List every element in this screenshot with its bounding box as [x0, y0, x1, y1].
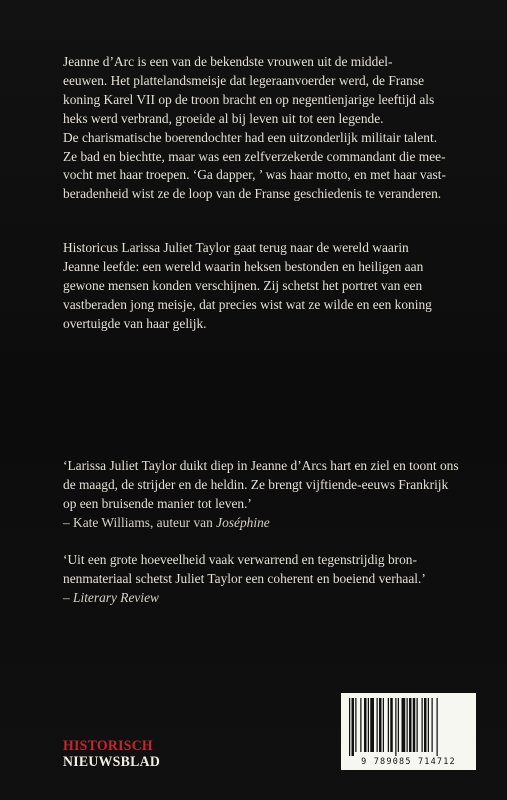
- quote-source: [63, 589, 453, 608]
- barcode-bar: [377, 698, 378, 752]
- publisher-logo-line-2: NIEUWSBLAD: [63, 754, 161, 770]
- blurb-paragraph-1: [63, 53, 453, 204]
- barcode-bar: [370, 698, 374, 752]
- quote-line: ‘Uit een grote hoeveelheid vaak verwarrend en tegenstrijdig bron-: [63, 552, 417, 567]
- quote-line: ‘Larissa Juliet Taylor duikt diep in Jeanne d’Arcs hart en ziel en toont ons: [63, 458, 459, 473]
- isbn-number: 9 789085 714712: [361, 757, 456, 767]
- text-line: eeuwen. Het plattelandsmeisje dat legeraanvoerder werd, de Franse: [63, 72, 425, 88]
- text-line: vocht met haar troepen. ‘Ga dapper, ’ was haar motto, en met haar vast-: [63, 167, 446, 183]
- source-title: Literary Review: [73, 589, 159, 605]
- barcode-bar: [417, 698, 418, 752]
- barcode-bar: [398, 698, 399, 752]
- source-title: Joséphine: [216, 514, 270, 530]
- text-line: Ze bad en biechtte, maar was een zelfverzekerde commandant die mee-: [63, 148, 446, 164]
- quote-line: op een bruisende manier tot leven.’: [63, 495, 252, 511]
- text-line: Historicus Larissa Juliet Taylor gaat terug naar de wereld waarin: [63, 240, 409, 255]
- barcode-bar: [395, 698, 396, 756]
- review-quote-1: [63, 457, 459, 533]
- barcode-bar: [413, 698, 416, 752]
- barcode-bar: [349, 698, 350, 756]
- barcode-bar: [409, 698, 412, 752]
- text-line: De charismatische boerendochter had een uitzonderlijk militair talent.: [63, 129, 438, 145]
- barcode-bar: [355, 698, 356, 752]
- barcode-bar: [364, 698, 367, 752]
- barcode-bar: [360, 698, 361, 752]
- text-line: koning Karel VII op de troon bracht en op negentienjarige leeftijd als: [63, 91, 435, 107]
- text-line: beradenheid wist ze de loop van de Franse geschiedenis te veranderen.: [63, 186, 442, 202]
- text-line: vastberaden jong meisje, dat precies wist wat ze wilde en een koning: [63, 296, 432, 312]
- barcode-bar: [407, 698, 408, 752]
- text-line: Jeanne leefde: een wereld waarin heksen bestonden en heiligen aan: [63, 258, 424, 274]
- text-line: overtuigde van haar gelijk.: [63, 315, 207, 331]
- source-prefix: – Kate Williams, auteur van: [63, 514, 217, 530]
- text-line: heks werd verbrand, groeide al bij leven uit tot een legende.: [63, 110, 384, 126]
- quote-line: nenmateriaal schetst Juliet Taylor een coherent en boeiend verhaal.’: [63, 570, 426, 586]
- quote-line: de maagd, de strijder en de heldin. Ze brengt vijftiende-eeuws Frankrijk: [63, 476, 449, 492]
- barcode-bar: [437, 698, 438, 756]
- quote-source: [63, 514, 453, 533]
- barcode-bar: [428, 698, 429, 752]
- barcode-bar: [383, 698, 384, 752]
- barcode-bar: [368, 698, 369, 752]
- barcode-bar: [388, 698, 389, 752]
- text-line: gewone mensen konden verschijnen. Zij schetst het portret van een: [63, 277, 423, 293]
- barcode-bars: [347, 698, 470, 756]
- barcode: [341, 693, 476, 770]
- barcode-bar: [432, 698, 433, 752]
- source-prefix: –: [63, 589, 74, 605]
- publisher-logo: [63, 739, 169, 770]
- barcode-bar: [424, 698, 427, 752]
- barcode-bar: [379, 698, 382, 752]
- blurb-paragraph-2: [63, 239, 453, 334]
- text-line: Jeanne d’Arc is een van de bekendste vrouwen uit de middel-: [63, 54, 393, 69]
- barcode-bar: [390, 698, 393, 752]
- barcode-bar: [352, 698, 355, 756]
- review-quote-2: [63, 551, 453, 608]
- barcode-bar: [422, 698, 423, 752]
- barcode-bar: [402, 698, 406, 752]
- publisher-logo-line-1: HISTORISCH: [63, 738, 153, 754]
